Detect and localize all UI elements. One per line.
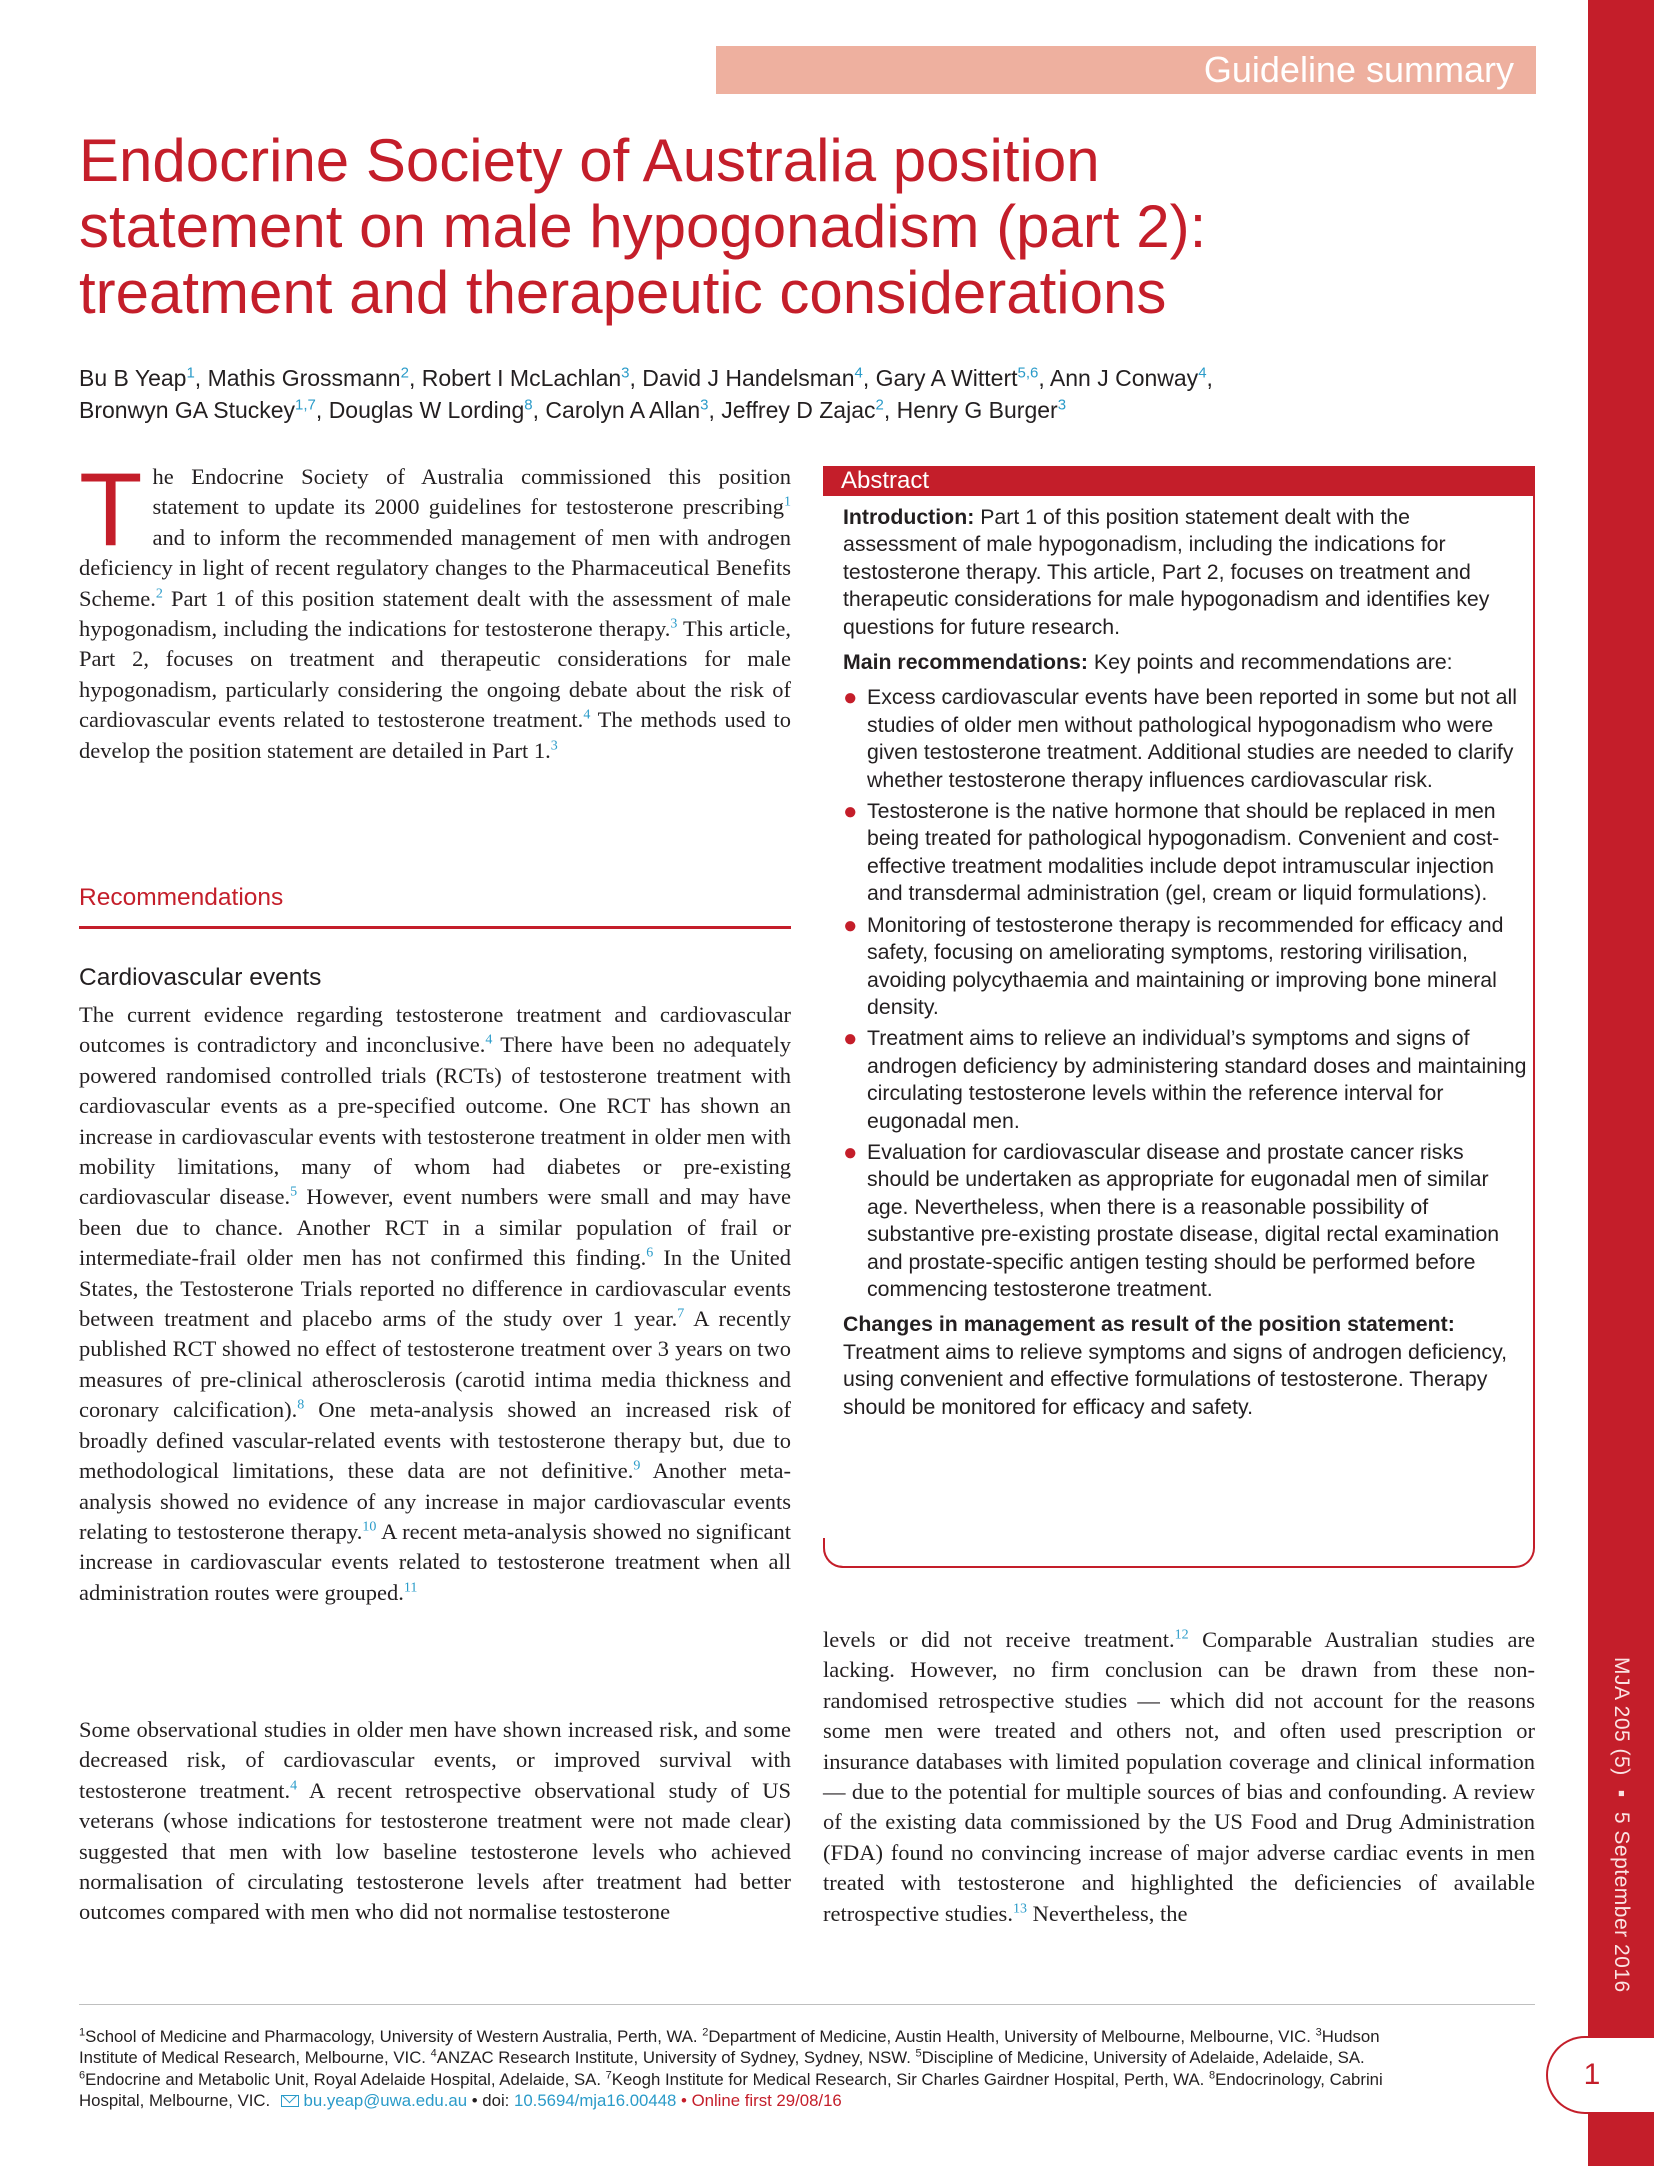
bullet-icon: ● <box>843 911 858 939</box>
affiliation-text: Hudson <box>1321 2027 1380 2046</box>
affiliation-text: Endocrinology, Cabrini <box>1215 2069 1383 2089</box>
author-name: Ann J Conway <box>1049 365 1199 391</box>
affiliation-marker: 1,7 <box>295 396 316 414</box>
recommendation-item <box>843 1025 1529 1135</box>
author-name: David J Handelsman <box>642 365 855 391</box>
bullet-icon: ● <box>843 798 858 826</box>
title-line: statement on male hypogonadism (part 2): <box>79 193 1207 260</box>
citation-marker[interactable]: 4 <box>290 1778 298 1794</box>
affiliation-text: Discipline of Medicine, University of Adelaide, Adelaide, SA. <box>921 2048 1365 2068</box>
citation-marker[interactable]: 2 <box>155 586 163 602</box>
author-name: Bronwyn GA Stuckey <box>79 397 296 423</box>
abstract-box <box>823 466 1535 1568</box>
drop-cap: T <box>79 452 143 568</box>
affiliation-number: 4 <box>430 2047 437 2060</box>
affiliation-line <box>79 2090 1539 2111</box>
affiliation-number: 8 <box>1209 2069 1216 2082</box>
abstract-section-label: Introduction: <box>843 505 975 529</box>
author-name: Henry G Burger <box>896 397 1058 423</box>
affiliation-text: Institute of Medical Research, Melbourne, VIC. <box>79 2048 431 2068</box>
citation-marker[interactable]: 9 <box>633 1458 641 1474</box>
author-line-2: Bronwyn GA Stuckey$^{1,7}$, Douglas W Lording$^8$, Carolyn A Allan$^3$, Jeffrey D Zajac$^2$, Henry G Burger$^3$ <box>79 396 1067 423</box>
affiliation-marker: 4 <box>854 364 863 382</box>
page-number: 1 <box>1583 2058 1601 2091</box>
affiliation-text: Hospital, Melbourne, VIC. <box>79 2091 275 2111</box>
journal-reference-text: MJA 205 (5) ▪ 5 September 2016 <box>1610 1657 1633 1993</box>
affiliation-marker: 5,6 <box>1017 364 1039 382</box>
affiliation-marker: 2 <box>875 396 884 414</box>
affiliation-number: 2 <box>702 2026 709 2039</box>
journal-reference <box>1588 1657 1654 1993</box>
affiliation-text: Keogh Institute for Medical Research, Sir Charles Gairdner Hospital, Perth, WA. <box>611 2069 1210 2089</box>
affiliation-marker: 4 <box>1198 364 1207 382</box>
citation-marker[interactable]: 7 <box>677 1306 685 1322</box>
author-name: Carolyn A Allan <box>545 397 701 423</box>
section-banner <box>716 46 1536 94</box>
bullet-icon: ● <box>843 1025 858 1053</box>
abstract-main-recommendations <box>843 649 1529 676</box>
citation-marker[interactable]: 1 <box>784 494 791 510</box>
section-divider <box>79 926 791 929</box>
author-name: Mathis Grossmann <box>207 365 401 391</box>
doi-separator: • doi: <box>467 2091 514 2111</box>
recommendation-item <box>843 684 1529 794</box>
affiliation-number: 1 <box>79 2026 86 2039</box>
recommendation-text: Testosterone is the native hormone that should be replaced in men being treated for pathological hypogonadism. Convenient and cost-effective treatment modalities include depot intramuscular injection and transdermal administration (gel, cream or liquid formulations). <box>867 799 1500 906</box>
affiliation-marker: 3 <box>700 396 709 414</box>
right-column-section <box>823 1625 1535 1929</box>
abstract-section-label: Main recommendations: <box>843 650 1088 675</box>
abstract-section-text: Key points and recommendations are: <box>1087 650 1453 675</box>
affiliation-marker: 8 <box>524 396 533 414</box>
recommendation-item <box>843 1139 1529 1303</box>
author-name: Robert I McLachlan <box>421 365 622 391</box>
email-link[interactable]: bu.yeap@uwa.edu.au <box>303 2091 468 2111</box>
intro-section <box>79 452 791 766</box>
citation-marker[interactable]: 12 <box>1174 1627 1189 1643</box>
citation-marker[interactable]: 11 <box>403 1580 418 1596</box>
author-name: Bu B Yeap <box>79 365 187 391</box>
bullet-icon: ● <box>843 1138 858 1166</box>
affiliation-number: 3 <box>1315 2026 1322 2039</box>
observational-section <box>79 1715 791 1928</box>
abstract-section-text: Treatment aims to relieve symptoms and signs of androgen deficiency, using convenient and effective formulations of testosterone. Therapy should be monitored for efficacy and safety. <box>843 1339 1508 1419</box>
intro-paragraph: he Endocrine Society of Australia commissioned this position statement to update its 2000 guidelines for testosterone prescribing$^1$ and to inform the recommended management of men with androgen deficiency in light of recent regulatory changes to the Pharmaceutical Benefits Scheme.$^2$ Part 1 of this position statement dealt with the assessment of male hypogonadism, including the indications for testosterone therapy.$^3$ This article, Part 2, focuses on treatment and therapeutic considerations for male hypogonadism, particularly considering the ongoing debate about the risk of cardiovascular events related to testosterone treatment.$^4$ The methods used to develop the position statement are detailed in Part 1.$^3$ <box>79 464 791 763</box>
author-name: Jeffrey D Zajac <box>721 397 876 423</box>
affiliation-line <box>79 2026 1539 2047</box>
abstract-header <box>823 466 1533 496</box>
article-title <box>79 128 1479 326</box>
cardiovascular-heading: Cardiovascular events <box>79 964 322 991</box>
section-banner-label: Guideline summary <box>1203 49 1514 90</box>
affiliation-marker: 3 <box>621 364 630 382</box>
recommendation-text: Monitoring of testosterone therapy is recommended for efficacy and safety, focusing on ameliorating symptoms, restoring virilisation, avoiding polycythaemia and maintaining or improving bone mineral density. <box>867 912 1504 1019</box>
citation-marker[interactable]: 3 <box>550 738 558 754</box>
recommendation-text: Treatment aims to relieve an individual’s symptoms and signs of androgen deficiency by administering standard doses and maintaining circulating testosterone levels within the reference interval for eugonadal men. <box>867 1026 1527 1133</box>
cardiovascular-section <box>79 1000 791 1608</box>
affiliation-text: School of Medicine and Pharmacology, University of Western Australia, Perth, WA. <box>85 2027 703 2046</box>
abstract-changes <box>843 1311 1529 1421</box>
recommendation-item <box>843 798 1529 908</box>
affiliation-number: 7 <box>605 2069 612 2082</box>
affiliation-text: ANZAC Research Institute, University of Sydney, Sydney, NSW. <box>436 2048 916 2068</box>
affiliation-line <box>79 2047 1539 2068</box>
abstract-section-text: Part 1 of this position statement dealt with the assessment of male hypogonadism, including the indications for testosterone therapy. This article, Part 2, focuses on treatment and therapeutic considerations for male hypogonadism and identifies key questions for future research. <box>843 505 1490 639</box>
affiliations-footnote <box>79 2026 1539 2112</box>
body-paragraph: Some observational studies in older men have shown increased risk, and some decreased risk, of cardiovascular events, or improved survival with testosterone treatment.$^4$ A recent retrospective observational study of US veterans (whose indications for testosterone treatment were not made clear) suggested that men with low baseline testosterone levels who achieved normalisation of circulating testosterone levels after treatment had better outcomes compared with men who did not normalise testosterone <box>79 1717 791 1925</box>
affiliation-line <box>79 2069 1539 2090</box>
citation-marker[interactable]: 13 <box>1012 1901 1027 1917</box>
citation-marker[interactable]: 4 <box>583 707 591 723</box>
abstract-heading: Abstract <box>841 467 930 494</box>
affiliation-text: Department of Medicine, Austin Health, University of Melbourne, Melbourne, VIC. <box>708 2027 1316 2046</box>
citation-marker[interactable]: 10 <box>362 1519 377 1535</box>
abstract-introduction <box>843 504 1529 641</box>
recommendation-item <box>843 912 1529 1022</box>
citation-marker[interactable]: 5 <box>290 1184 298 1200</box>
doi-link[interactable]: 10.5694/mja16.00448 <box>514 2091 677 2111</box>
citation-marker[interactable]: 6 <box>646 1245 654 1261</box>
title-line: Endocrine Society of Australia position <box>79 127 1100 194</box>
citation-marker[interactable]: 4 <box>485 1032 493 1048</box>
author-line-1: Bu B Yeap$^1$, Mathis Grossmann$^2$, Robert I McLachlan$^3$, David J Handelsman$^4$, Gary A Wittert$^{5,6}$, Ann J Conway$^4$, <box>79 364 1213 391</box>
body-paragraph: levels or did not receive treatment.$^{12}$ Comparable Australian studies are lacking. However, no firm conclusion can be drawn from these non-randomised retrospective studies — which did not account for the reasons some men were treated and others not, and often used prescription or insurance databases with limited population coverage and clinical information — due to the potential for multiple sources of bias and confounding. A review of the existing data commissioned by the US Food and Drug Administration (FDA) found no convincing increase of major adverse cardiac events in men treated with testosterone and highlighted the deficiencies of available retrospective studies.$^{13}$ Nevertheless, the <box>823 1627 1535 1926</box>
recommendation-list <box>843 684 1529 1303</box>
author-list <box>79 362 1519 426</box>
recommendations-heading: Recommendations <box>79 884 284 911</box>
citation-marker[interactable]: 3 <box>670 616 678 632</box>
affiliation-text: Endocrine and Metabolic Unit, Royal Adelaide Hospital, Adelaide, SA. <box>85 2069 606 2089</box>
affiliation-marker: 1 <box>186 364 195 382</box>
recommendation-text: Excess cardiovascular events have been reported in some but not all studies of older men without pathological hypogonadism who were given testosterone treatment. Additional studies are needed to clarify whether testosterone therapy influences cardiovascular risk. <box>867 685 1517 792</box>
abstract-content <box>823 496 1533 1421</box>
page-number-tab <box>1546 2036 1654 2114</box>
email-icon <box>281 2095 299 2107</box>
body-paragraph: The current evidence regarding testosterone treatment and cardiovascular outcomes is contradictory and inconclusive.$^4$ There have been no adequately powered randomised controlled trials (RCTs) of testosterone treatment with cardiovascular events as a pre-specified outcome. One RCT has shown an increase in cardiovascular events with testosterone treatment in older men with mobility limitations, many of whom had diabetes or pre-existing cardiovascular disease.$^5$ However, event numbers were small and may have been due to chance. Another RCT in a similar population of frail or intermediate-frail older men has not confirmed this finding.$^6$ In the United States, the Testosterone Trials reported no difference in cardiovascular events between treatment and placebo arms of the study over 1 year.$^7$ A recently published RCT showed no effect of testosterone treatment over 3 years on two measures of pre-clinical atherosclerosis (carotid intima media thickness and coronary calcification).$^8$ One meta-analysis showed an increased risk of broadly defined vascular-related events with testosterone therapy but, due to methodological limitations, these data are not definitive.$^9$ Another meta-analysis showed no evidence of any increase in major cardiovascular events relating to testosterone therapy.$^{10}$ A recent meta-analysis showed no significant increase in cardiovascular events related to testosterone treatment when all administration routes were grouped.$^{11}$ <box>79 1002 792 1605</box>
author-name: Gary A Wittert <box>875 365 1018 391</box>
footnote-divider <box>79 2004 1535 2005</box>
online-separator: • <box>676 2091 692 2111</box>
author-name: Douglas W Lording <box>328 397 525 423</box>
citation-marker[interactable]: 8 <box>297 1397 305 1413</box>
recommendation-text: Evaluation for cardiovascular disease and prostate cancer risks should be undertaken as appropriate for eugonadal men of similar age. Nevertheless, when there is a reasonable possibility of substantive pre-existing prostate disease, digital rectal examination and prostate-specific antigen testing should be performed before commencing testosterone treatment. <box>867 1139 1500 1301</box>
affiliation-marker: 3 <box>1057 396 1067 414</box>
online-first-date: Online first 29/08/16 <box>691 2091 842 2111</box>
bullet-icon: ● <box>843 684 858 712</box>
abstract-section-label: Changes in management as result of the position statement: <box>843 1312 1455 1337</box>
title-line: treatment and therapeutic considerations <box>79 259 1167 326</box>
affiliation-number: 5 <box>915 2047 922 2060</box>
affiliation-number: 6 <box>79 2069 86 2082</box>
affiliation-marker: 2 <box>400 364 409 382</box>
